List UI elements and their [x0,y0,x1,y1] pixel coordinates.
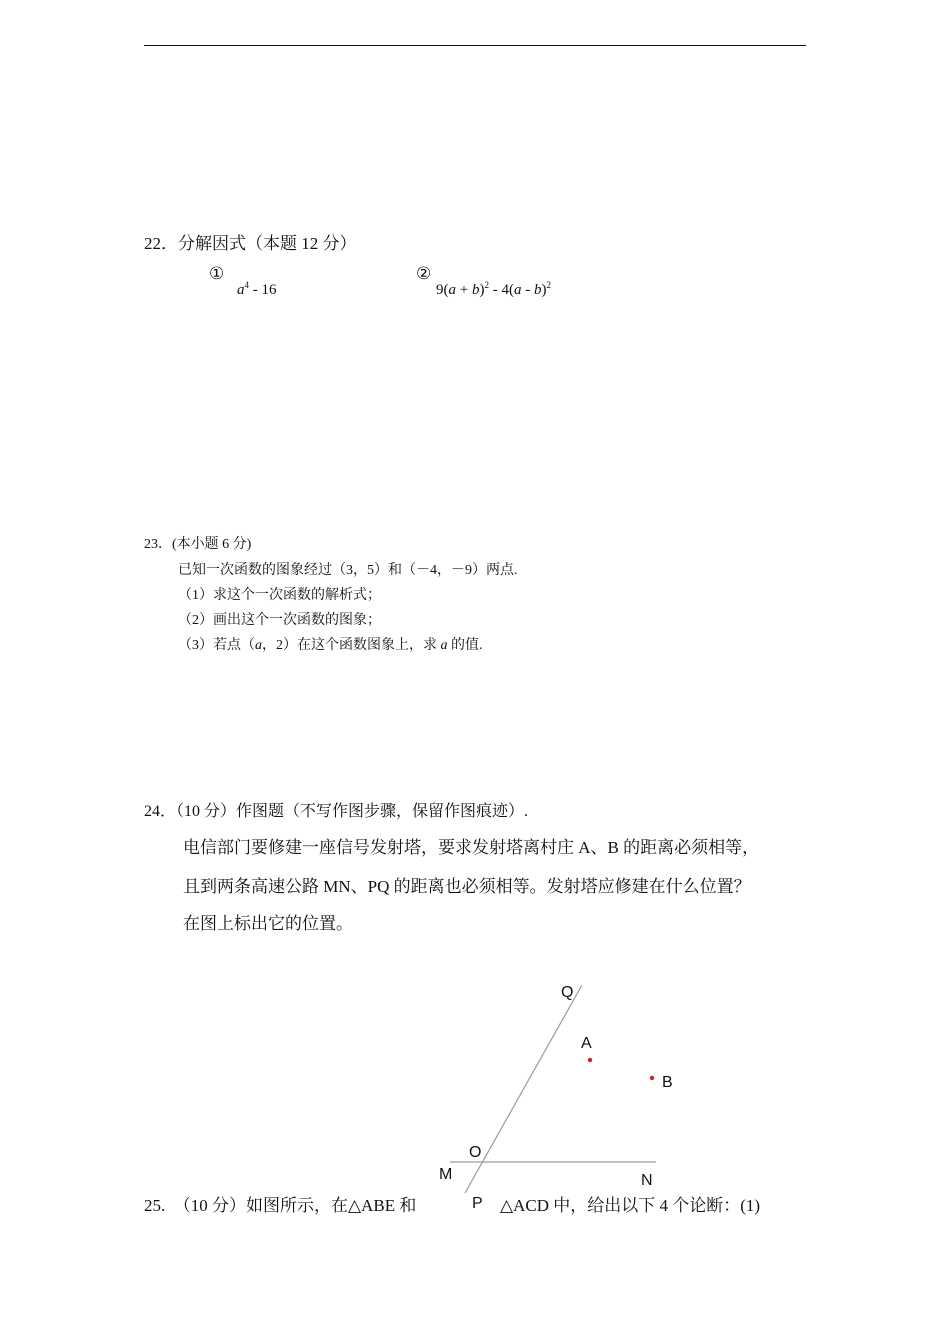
q23-part3-pre: （3）若点（ [178,638,255,653]
label-a: A [581,1035,592,1052]
expr2-exp1: 2 [484,280,489,290]
q23-title: 23．(本小题 6 分) [144,537,252,552]
expr2-plus: + [456,282,472,298]
expr1-rest: - 16 [249,282,277,298]
label-o: O [469,1144,482,1161]
expr2-var-b: b [471,282,480,298]
q24-line3: 在图上标出它的位置。 [183,914,353,933]
q23-part3-var: a [255,638,262,653]
q23-part2: （2）画出这个一次函数的图象； [178,613,381,628]
expr2-var-b2: b [533,282,542,298]
q22-item1-marker: ① [209,264,225,283]
label-m: M [439,1166,453,1183]
label-b: B [662,1074,673,1091]
label-q: Q [561,984,574,1001]
expr2-minus: - 4( [488,282,514,298]
q22-title: 22．分解因式（本题 12 分） [144,234,357,253]
expr2-var-a2: a [513,282,522,298]
q23-stem: 已知一次函数的图象经过（3，5）和（－4，－9）两点. [178,563,518,578]
q23-part3-mid: ，2）在这个函数图象上，求 [262,638,441,653]
q23-part3-post: 的值. [447,638,483,653]
q25-text-left: 25. （10 分）如图所示，在△ABE 和 [144,1196,417,1215]
q23-part3-var2: a [440,638,448,653]
expr1-base: a [237,282,245,298]
village-b-point [650,1076,654,1080]
q25-text-right: △ACD 中，给出以下 4 个论断：(1) [500,1196,761,1215]
expr2-coef: 9( [436,282,449,298]
q24-line2: 且到两条高速公路 MN、PQ 的距离也必须相等。发射塔应修建在什么位置？ [183,877,751,896]
village-a-point [588,1058,592,1062]
q24-title: 24．（10 分）作图题（不写作图步骤，保留作图痕迹）. [144,803,529,820]
q22-item2-marker: ② [416,264,432,283]
expr2-exp2: 2 [546,280,551,290]
label-p: P [472,1195,483,1212]
q23-part1: （1）求这个一次函数的解析式； [178,588,381,603]
expr2-var-a: a [448,282,456,298]
expr2-close2: ) [541,282,547,298]
q24-line1: 电信部门要修建一座信号发射塔，要求发射塔离村庄 A、B 的距离必须相等， [183,838,760,857]
expr2-minus2: - [521,282,534,298]
label-n: N [641,1172,653,1189]
expr1-exponent: 4 [244,280,249,290]
expr2-close1: ) [479,282,485,298]
